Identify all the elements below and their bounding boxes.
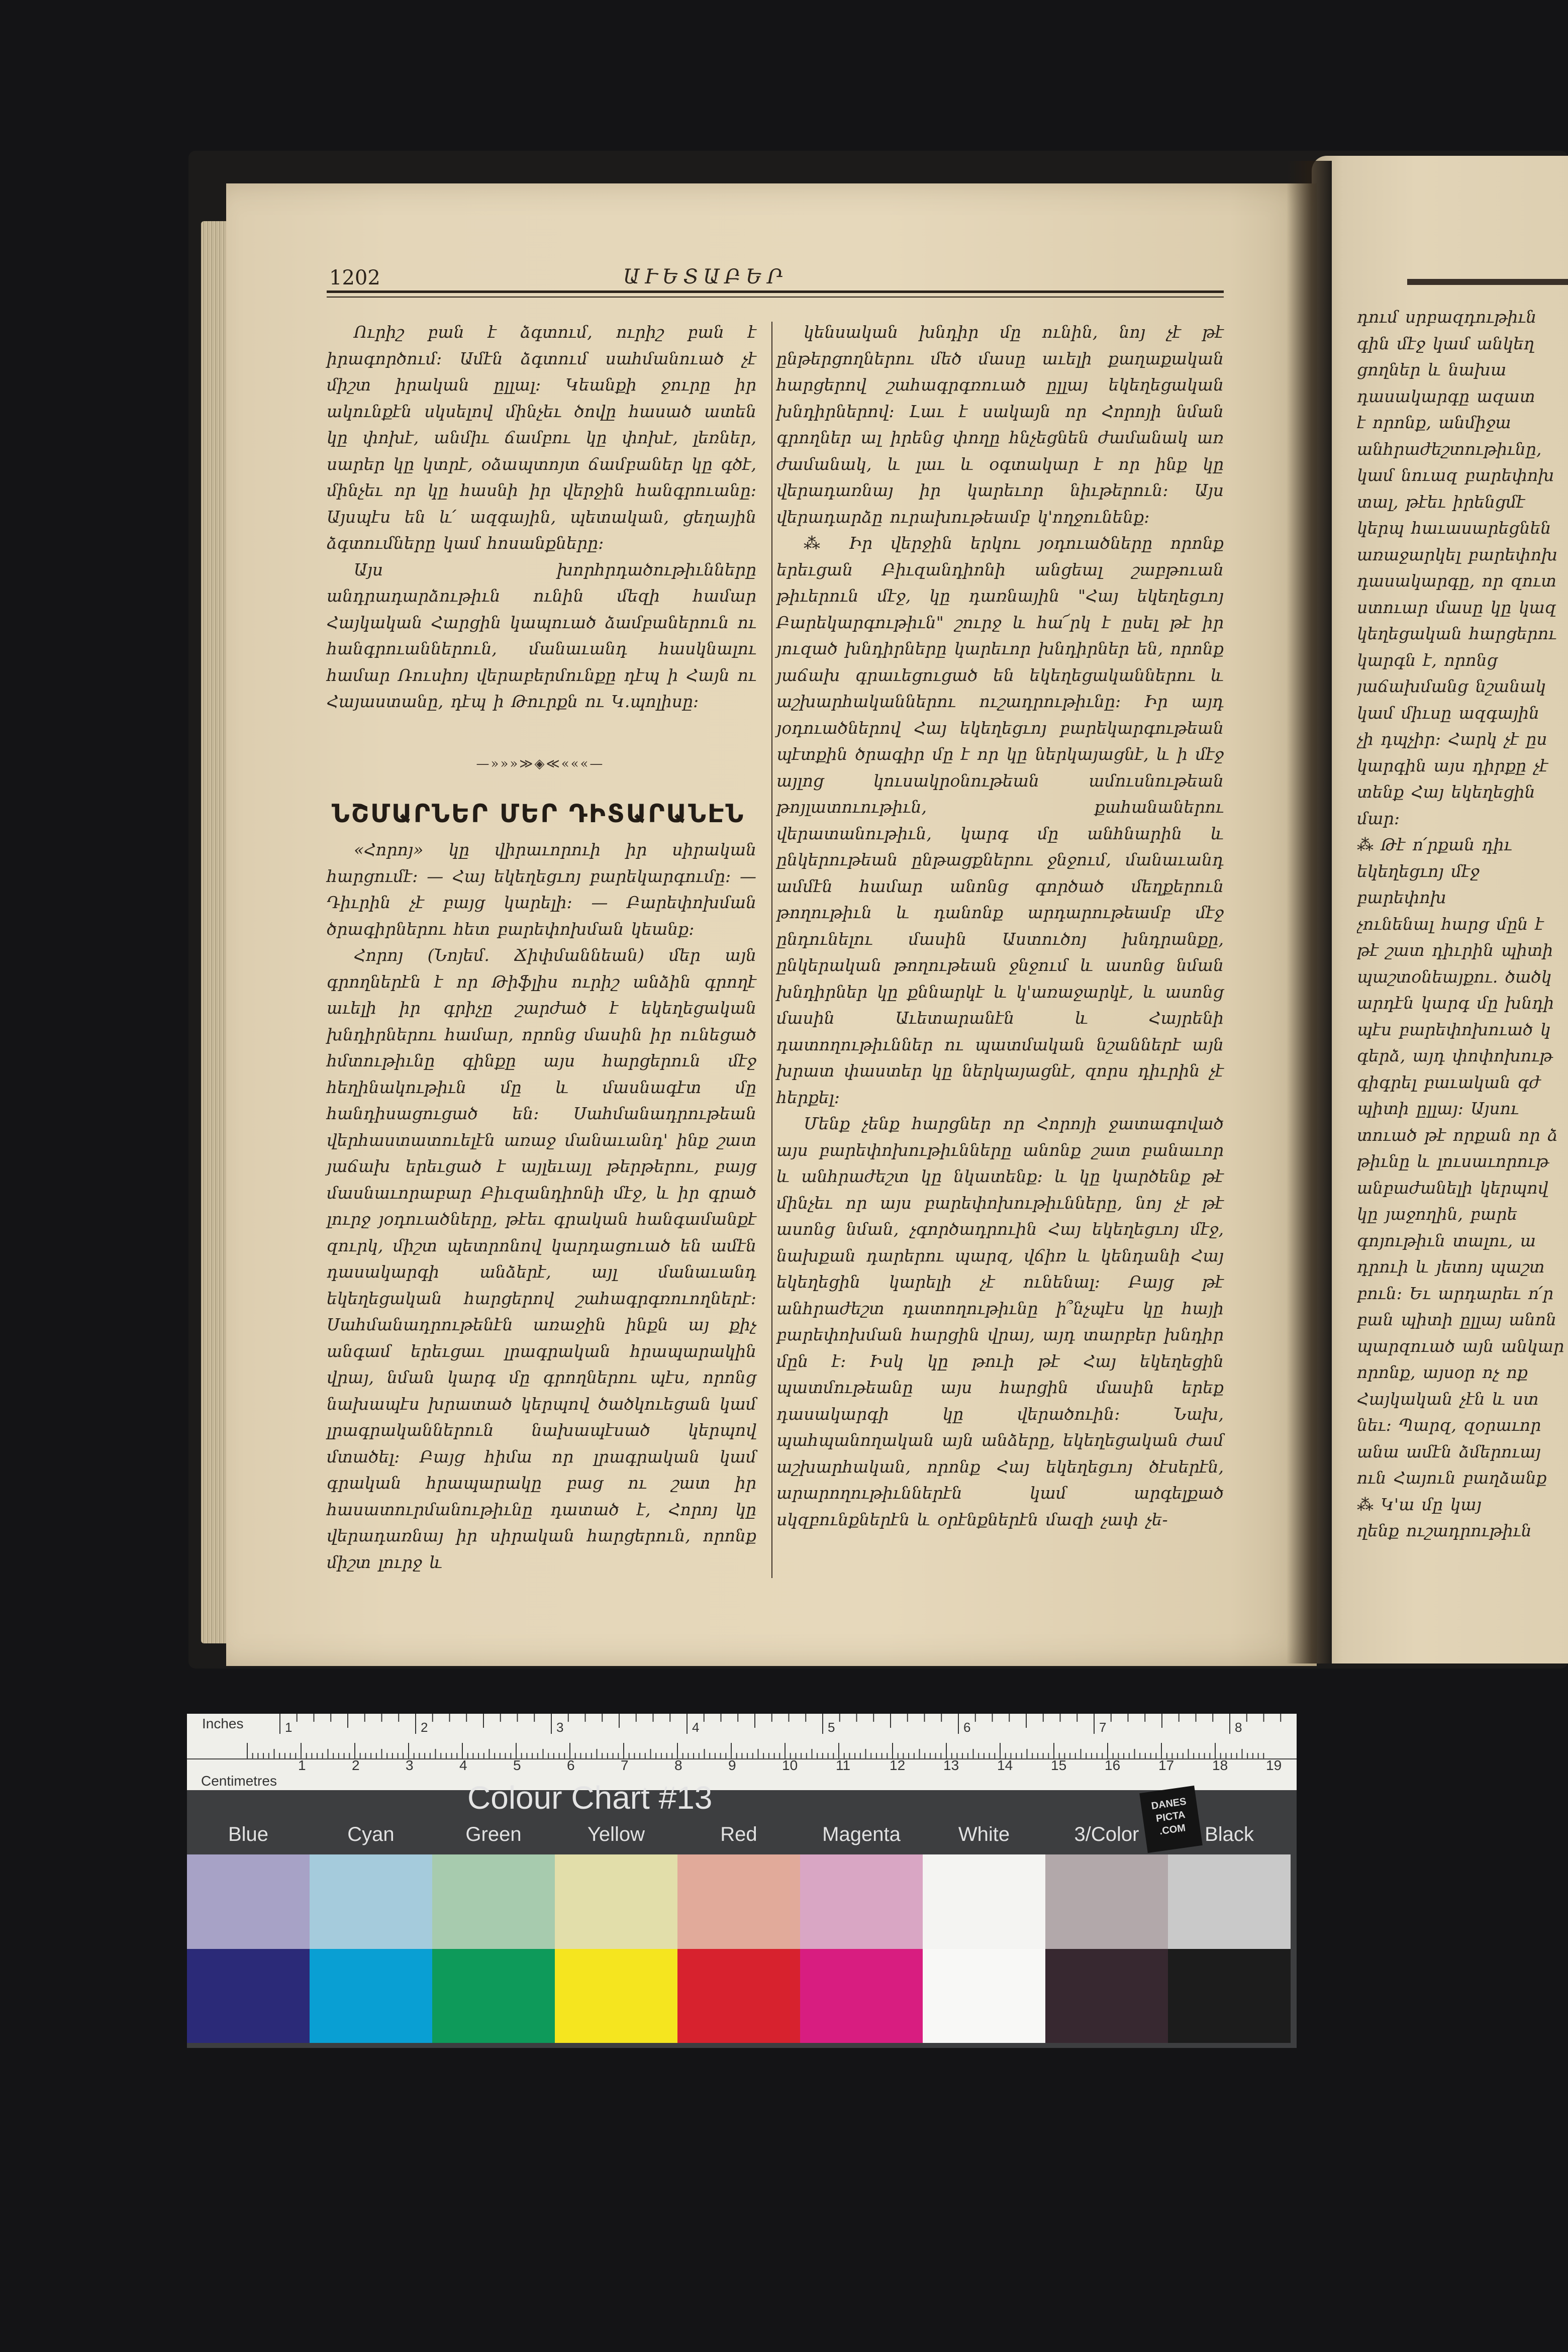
cm-number: 4 [459,1757,467,1773]
right-column-line: թիւնը և լուսաւորութ [1357,1151,1549,1171]
section-heading: ՆՇՄԱՐՆԵՐ ՄԵՐ ԴԻՏԱՐԱՆԷՆ [332,799,745,828]
ruler [187,1714,1297,1790]
inch-number: 1 [285,1720,292,1735]
header-rule-thin [327,297,1224,298]
right-column-line: գոյութիւն տալու, ա [1357,1230,1536,1250]
right-column-line: չի դպչիր։ Հարկ չէ ըս [1357,729,1547,749]
right-column-line: ուն Հայուն բաղձանք [1357,1468,1547,1488]
right-column-line: դասակարգը ազատ [1357,386,1535,406]
cm-number: 16 [1105,1757,1121,1773]
right-column-line: պէս բարեփոխուած կ [1357,1019,1551,1039]
right-column-line: գերձ, այդ փոփոխութ [1357,1046,1553,1065]
swatch-label: Yellow [587,1823,645,1845]
swatch-tint [1168,1854,1291,1949]
right-column-line: չունենալ հարց մըն է [1357,914,1544,934]
right-column-line: կարգին այս դիրքը չէ [1357,755,1548,775]
inch-number: 3 [556,1720,564,1735]
cm-number: 1 [298,1757,306,1773]
paragraph: Հորոյ (Նոյեմ. Ճիփմաննեան) մեր այն գրողներէն է որ Թիֆլիս ուրիշ անձին գրողէ աւելի իր գրիչը շարժած է եկեղեցական խնդիրներու համար, որոնց մասին իր ունեցած հմտութիւնը գինքը այս հարցերուն մէջ հեղինակութիւն մը և մասնագէտ մը հանդիսացուցած են։ Սահմանադրութեան վերհաստատուելէն առաջ մանաւանդ' ինք շատ յաճախ երեւցած է այլեւայլ թերթերու, բայց մասնաւորաբար Բիւզանդիոնի մէջ, և իր գրած լուրջ յօդուածները, թէեւ գրական հանգամանքէ զուրկ, միշտ պետրոնով կարդացուած են ամէն դասակարգի անձերէ, այլ մանաւանդ եկեղեցական հարցերով շահագրգռուողներէ։ Սահմանադրութենէն առաջին ինքն այ քիչ անգամ երեւցաւ լրագրական հրապարակին վրայ, նման կարգ մը գրողներու պէս, որոնց նախապէս խրատած կերպով ծածկուեցան կամ լրագրականներուն նախապէսած կերպով մտածել։ Բայց հիմա որ լրագրական կամ գրական հրապարակը բաց ու շատ իր հասատուրմանութիւնը դատած է, Հորոյ կը վերադառնայ իր սիրական հարցերուն, որոնք միշտ լուրջ և [327,945,756,1572]
paragraph: Այս խորհրդածութիւնները անդրադարձութիւն ունին մեզի համար Հայկական Հարցին կապուած ձամբաներուն ու հանգրուաններուն, մանաւանդ հասկնալու համար Ռուսիոյ վերաբերմունքը դէպ ի Հայն ու Հայաստանը, դէպ ի Թուրքն ու Կ.պոլիսը։ [327,559,756,711]
swatch-tint [432,1854,555,1949]
left-column-top-text [327,319,756,766]
right-column-line: դասակարգը, որ զուտ [1357,571,1556,591]
colour-chart-title: Colour Chart #13 [467,1780,713,1816]
right-column-line: պիտի ըլլայ։ Այսու [1357,1099,1519,1118]
page-number: 1202 [329,266,380,289]
right-column-line: դում սրբազդութիւն [1357,307,1537,327]
right-column-line: տուած թէ որքան որ ձ [1357,1125,1558,1145]
right-column-line: կը յաջողին, բարե [1357,1204,1518,1224]
cm-number: 6 [567,1757,575,1773]
swatch-tint [800,1854,923,1949]
swatch-solid [1045,1949,1168,2043]
right-column-line: եկեղեցւոյ մէջ բարեփոխ [1357,861,1480,907]
right-column-line: կամ նուազ բարեփոխ [1357,465,1554,485]
swatch-label: 3/Color [1074,1823,1139,1845]
right-column-line: անհրաժեշտութիւնը, [1357,439,1542,459]
paragraph: ⁂ Իր վերջին երկու յօդուածները որոնք երեւցան Բիւզանդիոնի անցեալ շաբթուան թիւերուն մէջ, կը դառնային "Հայ եկեղեցւոյ Բարեկարգութիւն" շուրջ և հա՜րկ է ըսել թէ իր յուզած խնդիրները կարեւոր խնդիրներ են, որոնք յաճախ գրաւեցուցած են եկեղեցականներու և աշխարհականներու ուշադրութիւնը։ Իր այդ յօդուածներով Հայ եկեղեցւոյ բարեկարգութեան պէտքին ծրագիր մը է որ կը ներկայացնէ, և ի մէջ այլոց կուսակրօնութեան ամուսնութեան թոյլատուութիւն, քահանաներու վերատանութիւն, կարգ մը անհնարին և ընկերութեան ընթացքներու ջնջում, մանաւանդ ամմէն համար անոնց գործած մեղքերուն թողութիւն և դանոնք արդարութեամբ մէջ ընդունելու մասին Աստուծոյ խնդրանքը, ընկերական թողութեան ջնջում և ասոնց նման խնդիրներ կը քննարկէ և կ'առաջարկէ, և ասոնց մասին Աւետարանէն և Հայրենի դատողութիւններ ու պատմական նշաններէ այն խրատ փաստեր կը ներկայացնէ, զորս դիւրին չէ հերքել։ [776,533,1224,1107]
left-column-bottom-text [327,837,756,1583]
cm-number: 3 [406,1757,414,1773]
swatch-tint [187,1854,310,1949]
swatch-tint [310,1854,432,1949]
swatch-label: Blue [228,1823,269,1845]
right-column-line: մար։ [1357,808,1400,828]
swatch-solid [923,1949,1045,2043]
right-column-line: կեղեցական հարցերու [1357,624,1557,643]
swatch-label: Magenta [822,1823,901,1845]
cm-number: 12 [890,1757,906,1773]
right-column-line: բուն։ Եւ արդարեւ ո՛ր [1357,1283,1553,1303]
cm-number: 2 [352,1757,360,1773]
right-column-line: կերպ հաւասարեցնեն [1357,518,1551,538]
inches-label: Inches [202,1716,244,1731]
right-column-line: անբաժանելի կերպով [1357,1178,1548,1198]
right-column-line: ստուար մասը կը կազ [1357,597,1556,617]
ruler-ticks [187,1714,1297,1790]
right-column-line: ⁂ Թէ ո՛րքան դիւ [1357,835,1512,854]
danes-picta-logo: DANES PICTA .COM [1139,1786,1203,1853]
swatch-tint [1045,1854,1168,1949]
right-column-line: տենք Հայ եկեղեցին [1357,782,1535,802]
right-column-line: ⁂ Կ'ա մը կայ [1357,1494,1482,1514]
right-column-line: է որոնք, անմիջա [1357,413,1511,432]
cm-number: 14 [997,1757,1013,1773]
swatch-solid [187,1949,310,2043]
right-column-line: կարգն է, որոնց [1357,650,1498,670]
right-column-line: որոնք, այսօր ոչ ոք [1357,1362,1528,1382]
right-column-line: պարզուած այն անկար [1357,1336,1564,1356]
swatch-solid [677,1949,800,2043]
right-page-column-fragment [1357,304,1568,1656]
right-column-line: առաջարկել բարեփոխ [1357,544,1558,564]
right-column-line: բան պիտի ըլլայ անոն [1357,1310,1557,1329]
column-divider [771,322,772,1578]
swatch-label: Green [465,1823,522,1845]
cm-number: 10 [782,1757,798,1773]
header-rule [327,290,1224,293]
inch-number: 4 [692,1720,700,1735]
paragraph: կենսական խնդիր մը ունին, նոյ չէ թէ ընթերցողներու մեծ մասը աւելի քաղաքական հարցերով շահագրգռուած ըլլայ եկեղեցական խնդիրներով։ Լաւ է սակայն որ Հորոյի նման գրողներ ալ իրենց փողը հնչեցնեն ժամանակ առ ժամանակ, և լաւ և օգտակար է որ ինք կը վերադառնայ իր կարեւոր նիւթերուն։ Այս վերադարձը ուրախութեամբ կ'ողջունենք։ [776,322,1224,527]
right-column-line: տալ, թէեւ իրենցմէ [1357,492,1525,512]
right-column-line: գիգրել բաւական գժ [1357,1072,1540,1092]
swatch-label: Black [1205,1823,1254,1845]
swatch-tint [677,1854,800,1949]
cm-number: 19 [1266,1757,1282,1773]
cm-number: 7 [621,1757,629,1773]
cm-number: 18 [1212,1757,1228,1773]
right-column-line: գին մէջ կամ անկեղ [1357,333,1534,353]
running-head: ԱՒԵՏԱԲԵՐ [623,265,788,288]
middle-column-text [776,319,1224,1581]
cm-number: 13 [943,1757,959,1773]
inch-number: 6 [963,1720,971,1735]
inch-number: 8 [1235,1720,1242,1735]
swatch-tint [923,1854,1045,1949]
right-column-line: արդէն կարգ մը խնդի [1357,993,1554,1013]
right-column-line: թէ շատ դիւրին պիտի [1357,940,1553,960]
cm-number: 17 [1158,1757,1174,1773]
right-page-header-rule [1407,279,1568,285]
swatch-solid [555,1949,677,2043]
swatch-tint [555,1854,677,1949]
right-column-line: ղենք ուշադրութիւն [1357,1521,1532,1540]
right-column-line: Հայկական չէն և ստ [1357,1389,1539,1409]
swatch-label: White [958,1823,1010,1845]
cm-number: 15 [1051,1757,1067,1773]
swatch-label: Red [720,1823,757,1845]
cm-number: 9 [728,1757,736,1773]
swatch-solid [310,1949,432,2043]
swatch-solid [432,1949,555,2043]
cm-number: 5 [513,1757,521,1773]
paragraph: Ուրիշ բան է ձգտում, ուրիշ բան է իրագործում։ Ամէն ձգտում սահմանուած չէ միշտ իրական ըլլալ։ Կեանքի ջուրը իր ակունքէն սկսելով մինչեւ ծովը հասած ատեն կը փոխէ, անմիւ ճամբու կը փոխէ, լեռներ, սարեր կը կտրէ, օձապտոյտ ճամբաներ կը գծէ, մինչեւ որ կը հասնի իր վերջին հանգրուանը։ Այսպէս են և՛ ազգային, պետական, ցեղային ձգտումները կամ հոսանքները։ [327,322,756,553]
right-column-line: յաճախմանց նշանակ [1357,676,1546,696]
section-summary: «Հորոյ» կը վիրաւորուի իր սիրական հարցումէ։ — Հայ եկեղեցւոյ բարեկարգումը։ — Դիւրին չէ բայց կարելի։ — Բարեփոխման ծրագիրներու հետ բարեփոխման կեանք։ [327,840,756,939]
right-column-line: անա ամէն ձմերուայ [1357,1441,1541,1461]
right-column-line: պաշտօնեայքու. ծածկ [1357,966,1552,987]
right-column-line: նեւ։ Պարզ, զօրաւոր [1357,1415,1541,1435]
cm-number: 8 [674,1757,682,1773]
book-gutter-shadow [1287,161,1332,1663]
right-column-line: ցողներ և նախա [1357,360,1507,379]
inch-number: 2 [421,1720,428,1735]
swatch-label: Cyan [347,1823,395,1845]
inch-number: 5 [828,1720,835,1735]
right-column-line: դրուի և յետոյ պաշտ [1357,1257,1545,1277]
swatch-solid [800,1949,923,2043]
section-ornament: —»»»≫◈≪«««— [476,756,605,771]
paragraph: Մենք չենք հարցներ որ Հորոյի ջատագոված այս բարեփոխութիւնները անոնք շատ բանաւոր և անհրաժեշտ կը նկատենք։ և կը կարծենք թէ մինչեւ որ այս բարեփոխութիւնները, նոյ չէ թէ ասոնց նման, չգործադրուին Հայ եկեղեցւոյ մէջ, նախքան դարերու պարզ, վճիռ և կենդանի Հայ եկեղեցին կարելի չէ ունենալ։ Բայց թէ անհրաժեշտ դատողութիւնը ի՞նչպէս կը հայի բարեփոխման հարցին վրայ, այդ տարբեր խնդիր մըն է։ Իսկ կը թուի թէ Հայ եկեղեցին պատմութեանը այս հարցին մասին երեք դասակարգի կը վերածուին։ Նախ, պահպանողական այն անձերը, եկեղեցական ժամ աշխարհական, որոնք Հայ եկեղեցւոյ ծէսերէն, արարողութիւններէն կամ արգելքած սկզբունքներէն և օրէնքներէն մազի չափ չե- [776,1114,1224,1529]
inch-number: 7 [1099,1720,1107,1735]
cm-number: 11 [836,1757,851,1773]
swatch-solid [1168,1949,1291,2043]
right-column-line: կամ միւսը ազգային [1357,703,1540,723]
centimetres-label: Centimetres [201,1773,277,1789]
